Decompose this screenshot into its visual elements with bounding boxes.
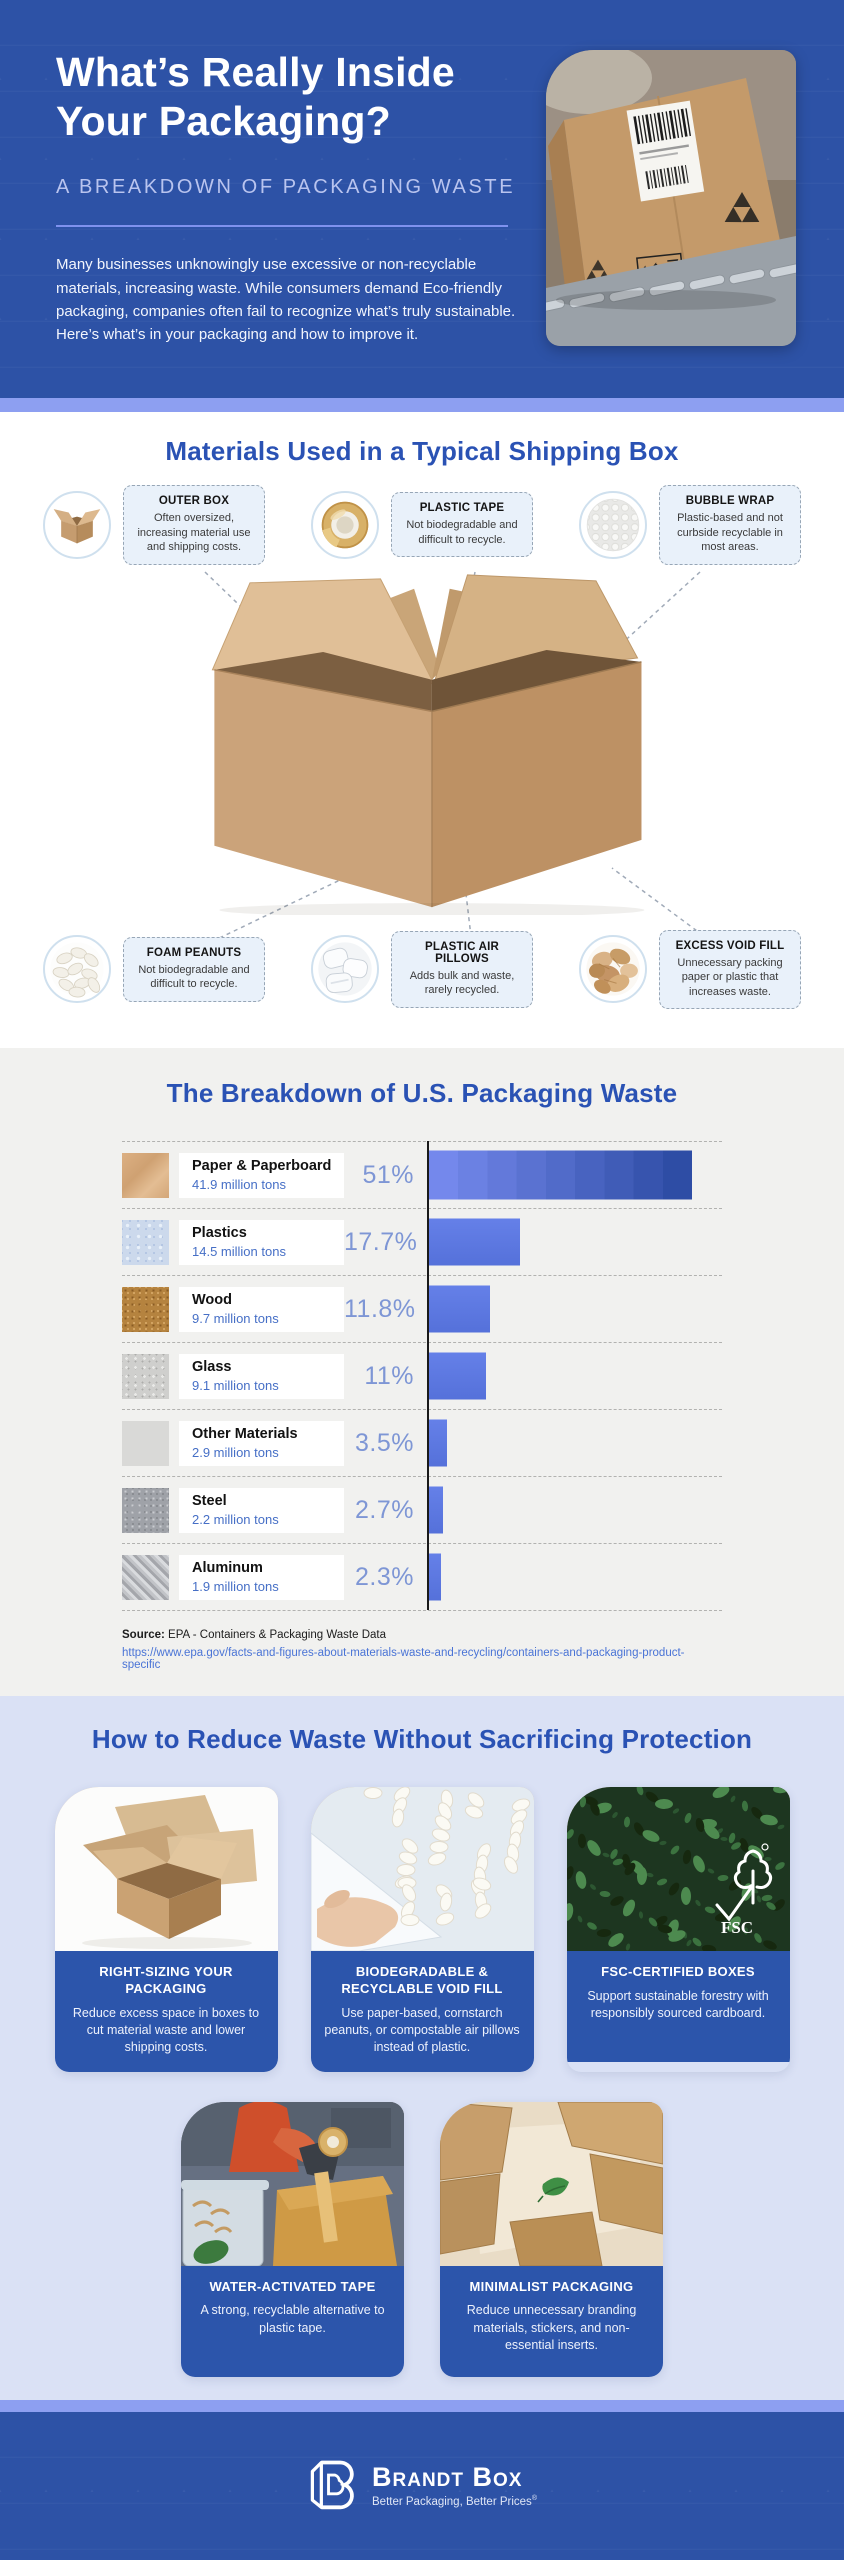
chart-row-steel xyxy=(122,1476,722,1543)
material-tons: 2.9 million tons xyxy=(192,1444,279,1460)
card-title: FSC-CERTIFIED BOXES xyxy=(601,1964,755,1979)
material-name: Steel xyxy=(192,1493,227,1510)
bar-track xyxy=(427,1209,722,1275)
intro-paragraph: Many businesses unknowingly use excessive or non-recyclable materials, increasing waste. While consumers demand Eco-friendly packaging, companies often fail to recognize what’s truly sustainable. Here’s what’s in your packaging and how to improve it. xyxy=(56,256,516,344)
bar-track xyxy=(427,1544,722,1610)
callout-plastic-tape xyxy=(311,485,533,565)
card-caption xyxy=(181,2266,404,2377)
material-name: Aluminum xyxy=(192,1560,263,1577)
callout-body: Not biodegradable and difficult to recycle. xyxy=(406,519,518,546)
chart-source-block xyxy=(122,1629,722,1673)
material-name: Plastics xyxy=(192,1225,247,1242)
aluminum-texture-swatch xyxy=(122,1555,169,1600)
package-on-conveyor-photo xyxy=(546,50,796,346)
card-body: Reduce excess space in boxes to cut material waste and lower shipping costs. xyxy=(72,2005,260,2055)
waste-chart-section xyxy=(0,1048,844,1696)
hero-header xyxy=(0,0,844,398)
material-name: Glass xyxy=(192,1359,232,1376)
material-name: Other Materials xyxy=(192,1426,298,1443)
material-tons: 2.2 million tons xyxy=(192,1511,279,1527)
footer xyxy=(0,2412,844,2560)
reduce-card-right-sizing-your-packaging xyxy=(55,1787,278,2072)
callout-card-plastic-tape xyxy=(391,492,533,557)
reduce-card-biodegradable-recyclable-void-fill xyxy=(311,1787,534,2072)
callout-body: Adds bulk and waste, rarely recycled. xyxy=(409,969,515,997)
percent-bar xyxy=(429,1151,692,1200)
reduce-cards-row1 xyxy=(0,1787,844,2072)
material-tons: 41.9 million tons xyxy=(192,1176,286,1192)
card-body: Use paper-based, cornstarch peanuts, or compostable air pillows instead of plastic. xyxy=(324,2005,520,2055)
reduce-card-minimalist-packaging xyxy=(440,2102,663,2377)
card-title: BIODEGRADABLE & RECYCLABLE VOID FILL xyxy=(341,1964,503,1996)
chart-label-box xyxy=(179,1555,344,1600)
chart-source-line xyxy=(122,1629,722,1641)
tagline-text: Better Packaging, Better Prices xyxy=(372,2495,532,2508)
boxes-leaf-photo xyxy=(440,2102,663,2266)
chart-row-paper-paperboard xyxy=(122,1141,722,1208)
material-tons: 14.5 million tons xyxy=(192,1243,286,1259)
chart-row-wood xyxy=(122,1275,722,1342)
bubble-wrap-image xyxy=(579,491,647,559)
callouts-bottom-row xyxy=(0,930,844,1010)
material-percent: 2.3% xyxy=(355,1562,414,1591)
percent-bar xyxy=(429,1219,520,1266)
card-caption xyxy=(311,1951,534,2072)
percent-bar xyxy=(429,1420,447,1467)
chart-label-box xyxy=(179,1354,344,1399)
bar-track xyxy=(427,1142,722,1208)
reduce-waste-section xyxy=(0,1696,844,2400)
card-body: A strong, recyclable alternative to plastic tape. xyxy=(200,2303,385,2335)
card-body: Support sustainable forestry with responsibly sourced cardboard. xyxy=(587,1988,769,2021)
source-label: Source: xyxy=(122,1629,165,1641)
foam-peanuts-image xyxy=(43,935,111,1003)
fsc-forest-photo xyxy=(567,1787,790,1951)
brandt-box-logo-text xyxy=(372,2464,537,2508)
material-tons: 1.9 million tons xyxy=(192,1578,279,1594)
material-tons: 9.1 million tons xyxy=(192,1377,279,1393)
callout-title: PLASTIC TAPE xyxy=(419,502,505,515)
page-subtitle: A BREAKDOWN OF PACKAGING WASTE xyxy=(56,176,516,199)
source-text: EPA - Containers & Packaging Waste Data xyxy=(168,1629,386,1641)
accent-strip-bottom xyxy=(0,2400,844,2412)
page-title-line2: Your Packaging? xyxy=(56,98,391,145)
callout-outer-box xyxy=(43,485,265,565)
crumpled-paper-image xyxy=(579,935,647,1003)
reduce-heading: How to Reduce Waste Without Sacrificing Protection xyxy=(91,1724,753,1754)
percent-bar xyxy=(429,1554,441,1601)
callout-title: EXCESS VOID FILL xyxy=(675,939,785,952)
source-url-link[interactable]: https://www.epa.gov/facts-and-figures-about-materials-waste-and-recycling/containers-and-packaging-product-specific xyxy=(122,1647,685,1671)
material-tons: 9.7 million tons xyxy=(192,1310,279,1326)
callout-body: Not biodegradable and difficult to recycle. xyxy=(138,963,250,991)
chart-label-box xyxy=(179,1220,344,1265)
callout-body: Unnecessary packing paper or plastic that increases waste. xyxy=(677,956,783,998)
bar-track xyxy=(427,1343,722,1409)
callout-title: PLASTIC AIR PILLOWS xyxy=(425,940,499,965)
open-box-image xyxy=(43,491,111,559)
tape-roll-image xyxy=(311,491,379,559)
plastics-texture-swatch xyxy=(122,1220,169,1265)
chart-row-glass xyxy=(122,1342,722,1409)
card-title: WATER-ACTIVATED TAPE xyxy=(209,2278,376,2294)
packing-peanuts-photo xyxy=(311,1787,534,1951)
svg-text:FSC: FSC xyxy=(720,1918,753,1937)
material-percent: 11.8% xyxy=(344,1294,416,1323)
card-title: RIGHT-SIZING YOUR PACKAGING xyxy=(99,1964,233,1996)
chart-label-box xyxy=(179,1488,344,1533)
material-percent: 17.7% xyxy=(344,1227,418,1256)
card-caption xyxy=(440,2266,663,2377)
material-percent: 11% xyxy=(364,1361,414,1390)
material-percent: 3.5% xyxy=(355,1428,414,1457)
card-caption xyxy=(55,1951,278,2072)
material-name: Paper & Paperboard xyxy=(192,1158,332,1175)
steel-texture-swatch xyxy=(122,1488,169,1533)
taping-box-photo xyxy=(181,2102,404,2266)
callout-card-foam-peanuts xyxy=(123,937,265,1002)
bar-track xyxy=(427,1410,722,1476)
chart-label-box xyxy=(179,1287,344,1332)
chart-row-other-materials xyxy=(122,1409,722,1476)
chart-row-plastics xyxy=(122,1208,722,1275)
accent-strip-top xyxy=(0,398,844,412)
nested-boxes-photo xyxy=(55,1787,278,1951)
reduce-card-water-activated-tape xyxy=(181,2102,404,2377)
chart-axis-line xyxy=(427,1141,429,1610)
bar-track xyxy=(427,1276,722,1342)
callout-bubble-wrap xyxy=(579,485,801,565)
material-percent: 2.7% xyxy=(355,1495,414,1524)
callout-title: BUBBLE WRAP xyxy=(685,495,775,507)
chart-label-box xyxy=(179,1153,344,1198)
card-title: MINIMALIST PACKAGING xyxy=(469,2278,634,2294)
callout-card-outer-box xyxy=(123,485,265,565)
page-title-line1: What’s Really Inside xyxy=(56,49,455,95)
registered-mark: ® xyxy=(531,2495,537,2503)
glass-texture-swatch xyxy=(122,1354,169,1399)
brandt-box-logo-mark-icon xyxy=(307,2455,359,2518)
paper-texture-swatch xyxy=(122,1153,169,1198)
callout-plastic-air-pillows xyxy=(311,930,533,1010)
material-name: Wood xyxy=(192,1292,232,1309)
chart-heading: The Breakdown of U.S. Packaging Waste xyxy=(166,1078,678,1108)
percent-bar xyxy=(429,1353,486,1400)
card-body: Reduce unnecessary branding materials, stickers, and non-essential inserts. xyxy=(466,2303,637,2352)
header-divider xyxy=(56,225,508,227)
waste-bar-chart xyxy=(122,1141,722,1611)
callout-body: Plastic-based and not curbside recyclable in most areas. xyxy=(677,512,783,554)
brand-tagline xyxy=(372,2495,537,2508)
reduce-cards-row2 xyxy=(0,2102,844,2377)
callout-card-bubble-wrap xyxy=(659,485,801,565)
callouts-top-row xyxy=(0,485,844,565)
callout-body: Often oversized, increasing material use and shipping costs. xyxy=(137,512,251,554)
reduce-card-fsc-certified-boxes xyxy=(567,1787,790,2072)
callout-card-plastic-air-pillows xyxy=(391,931,533,1008)
wood-texture-swatch xyxy=(122,1287,169,1332)
callout-title: OUTER BOX xyxy=(158,495,230,507)
percent-bar xyxy=(429,1487,443,1534)
bar-track xyxy=(427,1477,722,1543)
brandt-box-logo xyxy=(307,2455,537,2518)
materials-section xyxy=(0,412,844,1048)
materials-heading: Materials Used in a Typical Shipping Box xyxy=(165,436,679,466)
open-shipping-box-illustration xyxy=(182,567,662,920)
other-texture-swatch xyxy=(122,1421,169,1466)
chart-label-box xyxy=(179,1421,344,1466)
callout-card-excess-void-fill xyxy=(659,930,801,1010)
chart-row-aluminum xyxy=(122,1543,722,1610)
air-pillows-image xyxy=(311,935,379,1003)
callout-foam-peanuts xyxy=(43,930,265,1010)
material-percent: 51% xyxy=(362,1160,414,1189)
callout-title: FOAM PEANUTS xyxy=(146,946,242,959)
percent-bar xyxy=(429,1286,490,1333)
callout-excess-void-fill xyxy=(579,930,801,1010)
card-caption xyxy=(567,1951,790,2062)
brand-name: Brandt Box xyxy=(372,2462,523,2493)
